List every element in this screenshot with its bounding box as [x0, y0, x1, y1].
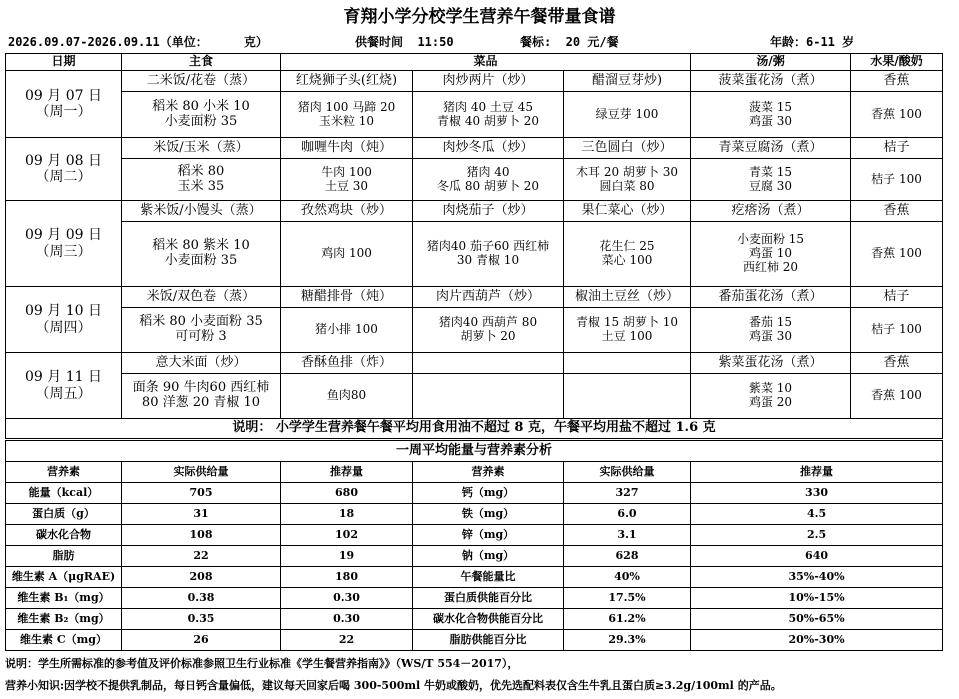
age-label: 年龄：6-11 岁 — [770, 35, 855, 49]
date-text: 09 月 11 日 — [25, 369, 102, 386]
ingredient-line: 可可粉 3 — [175, 329, 227, 344]
analysis-header: 营养素 — [6, 462, 122, 483]
analysis-cell: 锌（mg） — [413, 525, 564, 546]
ingredient-line: 鸡肉 100 — [321, 246, 372, 261]
weekday-text: （周五） — [35, 385, 92, 402]
analysis-cell: 50%-65% — [691, 609, 943, 630]
analysis-cell: 40% — [564, 567, 691, 588]
ingredient-line: 面条 90 牛肉60 西红柿 — [132, 380, 270, 396]
weekday-text: （周二） — [35, 169, 92, 185]
ingredient-line: 30 青椒 10 — [456, 253, 520, 267]
ingredient-line: 木耳 20 胡萝卜 30 — [576, 164, 678, 179]
header-staple: 主食 — [122, 54, 281, 71]
analysis-row — [6, 588, 943, 609]
analysis-header: 营养素 — [413, 462, 564, 483]
analysis-cell: 640 — [691, 546, 943, 567]
analysis-cell: 维生素 C（mg） — [6, 630, 122, 651]
ingredient-line: 鸡蛋 30 — [748, 329, 793, 343]
analysis-cell: 脂肪 — [6, 546, 122, 567]
analysis-cell: 26 — [122, 630, 281, 651]
dish-name — [564, 353, 691, 374]
analysis-cell: 午餐能量比 — [413, 567, 564, 588]
analysis-cell: 铁（mg） — [413, 504, 564, 525]
dish-name: 肉炒两片（炒） — [413, 71, 564, 92]
analysis-cell: 0.30 — [281, 588, 413, 609]
analysis-cell: 330 — [691, 483, 943, 504]
ingredient-line: 花生仁 25 — [599, 239, 655, 254]
analysis-cell: 680 — [281, 483, 413, 504]
staple-ingredients — [122, 222, 281, 287]
soup-ingredients — [691, 159, 851, 201]
ingredient-line: 菠菜 15 — [748, 99, 793, 114]
ingredient-line: 猪肉 100 马蹄 20 — [297, 99, 396, 114]
date-cell — [6, 138, 122, 201]
soup-name: 紫菜蛋花汤（煮） — [691, 353, 851, 374]
dish-name: 香酥鱼排（炸） — [281, 353, 413, 374]
dish-name: 咖喱牛肉（炖） — [281, 138, 413, 159]
staple-name: 二米饭/花卷（蒸） — [122, 71, 281, 92]
dish-ingredients — [564, 308, 691, 353]
footer-note: 说明：学生所需标准的参考值及评价标准参照卫生行业标准《学生餐营养指南》》（WS/T 554－2017）， — [5, 657, 519, 670]
ingredient-line: 猪肉 40 土豆 45 — [443, 99, 533, 114]
dish-ingredients — [413, 159, 564, 201]
dish-ingredients — [413, 374, 564, 419]
dish-ingredients — [413, 92, 564, 138]
analysis-row — [6, 567, 943, 588]
dish-ingredients — [564, 222, 691, 287]
analysis-row — [6, 630, 943, 651]
day-ingredient-row — [6, 374, 943, 419]
analysis-row — [6, 525, 943, 546]
day-name-row — [6, 71, 943, 92]
fruit-amount: 桔子 100 — [851, 308, 943, 353]
analysis-cell: 705 — [122, 483, 281, 504]
analysis-cell: 维生素 B₂（mg） — [6, 609, 122, 630]
analysis-cell: 0.38 — [122, 588, 281, 609]
analysis-title-row — [6, 441, 943, 462]
ingredient-line: 小麦面粉 15 — [736, 232, 805, 247]
dish-ingredients — [564, 92, 691, 138]
ingredient-line: 胡萝卜 20 — [460, 329, 516, 343]
staple-name: 紫米饭/小馒头（蒸） — [122, 201, 281, 222]
day-ingredient-row — [6, 308, 943, 353]
dish-name: 果仁菜心（炒） — [564, 201, 691, 222]
analysis-cell: 31 — [122, 504, 281, 525]
ingredient-line: 猪肉40 茄子60 西红柿 — [426, 239, 550, 254]
day-ingredient-row — [6, 159, 943, 201]
ingredient-line: 绿豆芽 100 — [595, 106, 659, 121]
analysis-cell: 19 — [281, 546, 413, 567]
dish-ingredients — [413, 308, 564, 353]
ingredient-line: 鸡蛋 20 — [748, 395, 793, 409]
analysis-cell: 17.5% — [564, 588, 691, 609]
dish-ingredients — [281, 374, 413, 419]
analysis-cell: 碳水化合物 — [6, 525, 122, 546]
analysis-cell: 20%-30% — [691, 630, 943, 651]
menu-note: 说明： 小学学生营养餐午餐平均用食用油不超过 8 克，午餐平均用盐不超过 1.6 克 — [6, 419, 943, 439]
ingredient-line: 稻米 80 小麦面粉 35 — [139, 314, 263, 330]
soup-ingredients — [691, 374, 851, 419]
analysis-cell: 蛋白质供能百分比 — [413, 588, 564, 609]
soup-ingredients — [691, 308, 851, 353]
ingredient-line: 西红柿 20 — [742, 259, 799, 274]
dish-ingredients — [281, 222, 413, 287]
fruit-name: 桔子 — [851, 287, 943, 308]
ingredient-line: 玉米 35 — [177, 178, 225, 194]
analysis-header-row — [6, 462, 943, 483]
dish-ingredients — [281, 159, 413, 201]
analysis-cell: 29.3% — [564, 630, 691, 651]
dish-name: 肉炒冬瓜（炒） — [413, 138, 564, 159]
dish-name: 椒油土豆丝（炒） — [564, 287, 691, 308]
date-cell — [6, 71, 122, 138]
day-ingredient-row — [6, 92, 943, 138]
dish-ingredients — [281, 308, 413, 353]
day-ingredient-row — [6, 222, 943, 287]
ingredient-line: 鸡蛋 10 — [748, 246, 793, 261]
analysis-header: 实际供给量 — [564, 462, 691, 483]
analysis-cell: 脂肪供能百分比 — [413, 630, 564, 651]
staple-ingredients — [122, 92, 281, 138]
soup-name: 青菜豆腐汤（煮） — [691, 138, 851, 159]
header-soup: 汤/粥 — [691, 54, 851, 71]
dish-name: 三色圆白（炒） — [564, 138, 691, 159]
analysis-cell: 6.0 — [564, 504, 691, 525]
ingredient-line: 青椒 40 胡萝卜 20 — [437, 113, 539, 128]
ingredient-line: 青菜 15 — [748, 164, 793, 179]
date-text: 09 月 09 日 — [25, 227, 102, 244]
analysis-cell: 0.30 — [281, 609, 413, 630]
fruit-amount: 香蕉 100 — [851, 374, 943, 419]
fruit-amount: 香蕉 100 — [851, 92, 943, 138]
ingredient-line: 稻米 80 小米 10 — [152, 98, 250, 114]
day-name-row — [6, 201, 943, 222]
analysis-cell: 628 — [564, 546, 691, 567]
analysis-cell: 维生素 A（μgRAE) — [6, 567, 122, 588]
analysis-cell: 蛋白质（g） — [6, 504, 122, 525]
analysis-cell: 钙（mg） — [413, 483, 564, 504]
analysis-cell: 钠（mg） — [413, 546, 564, 567]
dish-ingredients — [413, 222, 564, 287]
ingredient-line: 鱼肉80 — [326, 388, 367, 403]
ingredient-line: 80 洋葱 20 青椒 10 — [141, 395, 261, 410]
analysis-cell: 2.5 — [691, 525, 943, 546]
footer-nutrition-tip: 营养小知识:因学校不提供乳制品，每日钙含量偏低，建议每天回家后喝 300-500ml 牛奶或酸奶，优先选配料表仅含生牛乳且蛋白质≥3.2g/100ml 的产品。 — [5, 679, 782, 692]
ingredient-line: 猪小排 100 — [315, 322, 378, 337]
fruit-name: 香蕉 — [851, 71, 943, 92]
analysis-row — [6, 546, 943, 567]
staple-ingredients — [122, 308, 281, 353]
dish-name: 肉烧茄子（炒） — [413, 201, 564, 222]
analysis-cell: 碳水化合物供能百分比 — [413, 609, 564, 630]
analysis-cell: 327 — [564, 483, 691, 504]
analysis-header: 推荐量 — [281, 462, 413, 483]
dish-ingredients — [564, 374, 691, 419]
header-dishes: 菜品 — [281, 54, 691, 71]
date-cell — [6, 287, 122, 353]
analysis-cell: 22 — [122, 546, 281, 567]
ingredient-line: 土豆 30 — [324, 178, 369, 193]
dish-name: 红烧狮子头(红烧) — [281, 71, 413, 92]
weekday-text: （周四） — [35, 319, 92, 336]
date-cell — [6, 353, 122, 419]
weekday-text: （周一） — [35, 104, 92, 120]
ingredient-line: 土豆 100 — [601, 329, 653, 343]
fruit-name: 香蕉 — [851, 353, 943, 374]
analysis-cell: 0.35 — [122, 609, 281, 630]
page-title: 育翔小学分校学生营养午餐带量食谱 — [343, 7, 616, 27]
menu-table — [5, 53, 943, 439]
day-name-row — [6, 353, 943, 374]
period-label: 2026.09.07-2026.09.11（单位： 克） — [8, 35, 268, 49]
weekday-text: （周三） — [35, 243, 92, 260]
analysis-row — [6, 483, 943, 504]
dish-ingredients — [564, 159, 691, 201]
dish-name: 糖醋排骨（炖） — [281, 287, 413, 308]
soup-name: 菠菜蛋花汤（煮） — [691, 71, 851, 92]
analysis-cell: 4.5 — [691, 504, 943, 525]
soup-ingredients — [691, 222, 851, 287]
ingredient-line: 牛肉 100 — [321, 164, 372, 179]
analysis-cell: 18 — [281, 504, 413, 525]
date-text: 09 月 10 日 — [25, 303, 102, 320]
staple-name: 意大米面（炒） — [122, 353, 281, 374]
staple-name: 米饭/双色卷（蒸） — [122, 287, 281, 308]
ingredient-line: 番茄 15 — [748, 315, 793, 330]
soup-name: 疙瘩汤（煮） — [691, 201, 851, 222]
analysis-title: 一周平均能量与营养素分析 — [6, 441, 943, 462]
analysis-header: 实际供给量 — [122, 462, 281, 483]
staple-ingredients — [122, 374, 281, 419]
header-date: 日期 — [6, 54, 122, 71]
dish-name — [413, 353, 564, 374]
analysis-cell: 35%-40% — [691, 567, 943, 588]
analysis-header: 推荐量 — [691, 462, 943, 483]
dish-name: 醋溜豆芽炒) — [564, 71, 691, 92]
ingredient-line: 冬瓜 80 胡萝卜 20 — [437, 178, 539, 193]
analysis-cell: 22 — [281, 630, 413, 651]
dish-name: 孜然鸡块（炒） — [281, 201, 413, 222]
ingredient-line: 玉米粒 10 — [318, 113, 375, 128]
fruit-name: 桔子 — [851, 138, 943, 159]
ingredient-line: 猪肉 40 — [466, 164, 510, 179]
analysis-cell: 180 — [281, 567, 413, 588]
ingredient-line: 鸡蛋 30 — [748, 113, 793, 128]
date-text: 09 月 08 日 — [25, 152, 102, 169]
serve-time-label: 供餐时间 11:50 — [355, 35, 454, 49]
ingredient-line: 豆腐 30 — [748, 178, 793, 193]
analysis-cell: 102 — [281, 525, 413, 546]
dish-ingredients — [281, 92, 413, 138]
staple-ingredients — [122, 159, 281, 201]
analysis-cell: 3.1 — [564, 525, 691, 546]
menu-note-row — [6, 419, 943, 439]
staple-name: 米饭/玉米（蒸） — [122, 138, 281, 159]
ingredient-line: 青椒 15 胡萝卜 10 — [576, 315, 678, 330]
analysis-cell: 208 — [122, 567, 281, 588]
analysis-cell: 维生素 B₁（mg） — [6, 588, 122, 609]
analysis-cell: 108 — [122, 525, 281, 546]
analysis-cell: 10%-15% — [691, 588, 943, 609]
dish-name: 肉片西葫芦（炒） — [413, 287, 564, 308]
soup-ingredients — [691, 92, 851, 138]
meal-standard-label: 餐标: 20 元/餐 — [520, 35, 619, 49]
analysis-cell: 能量（kcal） — [6, 483, 122, 504]
day-name-row — [6, 138, 943, 159]
ingredient-line: 圆白菜 80 — [599, 178, 655, 193]
date-text: 09 月 07 日 — [25, 87, 102, 104]
analysis-row — [6, 504, 943, 525]
soup-name: 番茄蛋花汤（煮） — [691, 287, 851, 308]
ingredient-line: 稻米 80 — [177, 163, 225, 179]
ingredient-line: 小麦面粉 35 — [164, 113, 238, 129]
ingredient-line: 猪肉40 西葫芦 80 — [438, 315, 538, 330]
fruit-name: 香蕉 — [851, 201, 943, 222]
analysis-cell: 61.2% — [564, 609, 691, 630]
nutrition-table — [5, 440, 943, 651]
ingredient-line: 紫菜 10 — [748, 381, 793, 396]
analysis-row — [6, 609, 943, 630]
fruit-amount: 香蕉 100 — [851, 222, 943, 287]
ingredient-line: 菜心 100 — [601, 253, 653, 267]
fruit-amount: 桔子 100 — [851, 159, 943, 201]
ingredient-line: 小麦面粉 35 — [164, 253, 238, 268]
day-name-row — [6, 287, 943, 308]
header-fruit: 水果/酸奶 — [851, 54, 943, 71]
ingredient-line: 稻米 80 紫米 10 — [152, 238, 250, 254]
date-cell — [6, 201, 122, 287]
